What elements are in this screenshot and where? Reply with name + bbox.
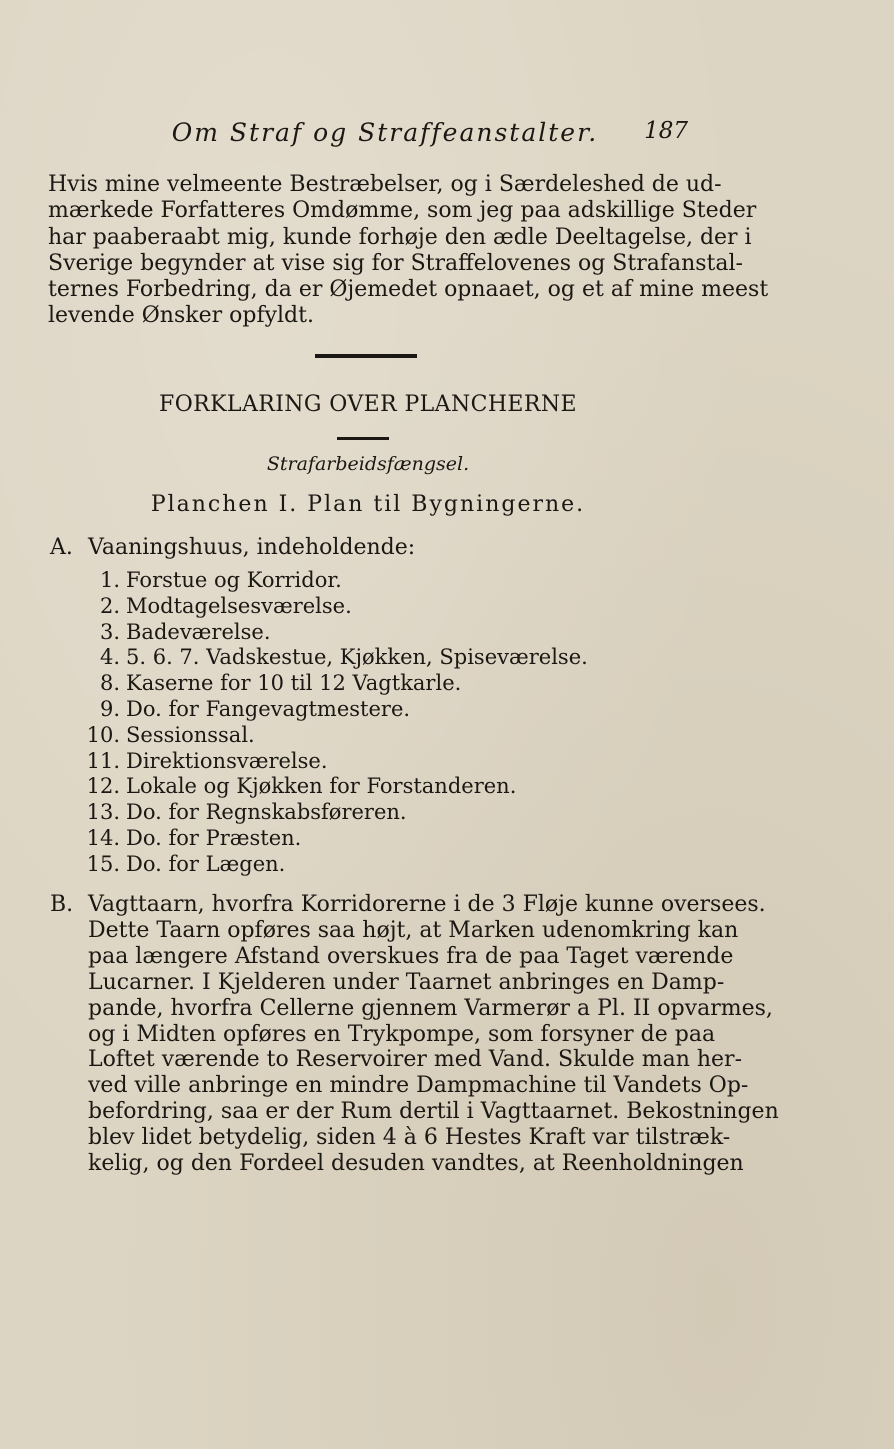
item-number: 15. bbox=[86, 851, 120, 876]
intro-line: mærkede Forfatteres Omdømme, som jeg paa adskillige Steder bbox=[48, 198, 757, 224]
section-divider bbox=[315, 354, 417, 358]
item-text: Forstue og Korridor. bbox=[126, 568, 342, 592]
list-item bbox=[80, 826, 640, 852]
item-number: 3. bbox=[99, 619, 120, 644]
section-b-line: pande, hvorfra Cellerne gjennem Varmerør a Pl. II opvarmes, bbox=[88, 995, 773, 1021]
list-item bbox=[80, 774, 640, 800]
item-number: 10. bbox=[86, 722, 120, 747]
section-a-letter: A. bbox=[50, 535, 73, 560]
list-item bbox=[80, 645, 640, 671]
section-b-line: Lucarner. I Kjelderen under Taarnet anbringes en Damp- bbox=[88, 969, 725, 995]
section-b-line: ved ville anbringe en mindre Dampmachine til Vandets Op- bbox=[88, 1073, 749, 1099]
item-text: 5. 6. 7. Vadskestue, Kjøkken, Spiseværelse. bbox=[126, 645, 588, 670]
intro-line: Sverige begynder at vise sig for Straffelovenes og Strafanstal- bbox=[48, 250, 743, 276]
list-item bbox=[80, 568, 640, 594]
section-a-title: Vaaningshuus, indeholdende: bbox=[88, 535, 416, 560]
list-item bbox=[80, 620, 640, 646]
running-title: Om Straf og Straffeanstalter. bbox=[171, 118, 599, 147]
list-item bbox=[80, 671, 640, 697]
intro-line: Hvis mine velmeente Bestræbelser, og i Særdeleshed de ud- bbox=[48, 172, 722, 197]
section-b-line: Loftet værende to Reservoirer med Vand. Skulde man her- bbox=[88, 1047, 743, 1073]
item-number: 8. bbox=[99, 671, 120, 696]
section-b-line: paa længere Afstand overskues fra de paa Taget værende bbox=[88, 943, 734, 969]
heading-divider bbox=[337, 437, 389, 440]
list-item bbox=[80, 749, 640, 775]
item-text: Do. for Præsten. bbox=[126, 825, 302, 850]
intro-line: ternes Forbedring, da er Øjemedet opnaaet, og et af mine meest bbox=[48, 277, 769, 303]
item-number: 13. bbox=[86, 800, 120, 825]
intro-line: levende Ønsker opfyldt. bbox=[48, 303, 314, 329]
item-number: 1. bbox=[99, 568, 120, 592]
item-text: Do. for Fangevagtmestere. bbox=[126, 696, 411, 721]
item-number: 14. bbox=[86, 825, 120, 850]
section-b-line: befordring, saa er der Rum dertil i Vagttaarnet. Bekostningen bbox=[88, 1099, 779, 1125]
page-number: 187 bbox=[644, 118, 688, 144]
item-text: Lokale og Kjøkken for Forstanderen. bbox=[126, 774, 517, 799]
section-b bbox=[50, 892, 779, 1177]
section-b-line: Dette Taarn opføres saa højt, at Marken udenomkring kan bbox=[88, 917, 739, 943]
intro-line: har paaberaabt mig, kunde forhøje den ædle Deeltagelse, der i bbox=[48, 224, 752, 250]
section-a-heading bbox=[50, 535, 415, 560]
list-item bbox=[80, 852, 640, 878]
subheading: Strafarbeidsfængsel. bbox=[266, 453, 470, 475]
section-b-line: Vagttaarn, hvorfra Korridorerne i de 3 Fløje kunne oversees. bbox=[88, 892, 766, 917]
list-item bbox=[80, 594, 640, 620]
section-b-line: og i Midten opføres en Trykpompe, som forsyner de paa bbox=[88, 1021, 716, 1047]
list-item bbox=[80, 800, 640, 826]
item-text: Direktionsværelse. bbox=[126, 748, 328, 773]
item-number: 12. bbox=[86, 774, 120, 799]
item-text: Do. for Regnskabsføreren. bbox=[126, 800, 407, 825]
section-b-body bbox=[88, 892, 779, 1177]
item-text: Modtagelsesværelse. bbox=[126, 593, 352, 618]
section-b-line: blev lidet betydelig, siden 4 à 6 Hestes Kraft var tilstræk- bbox=[88, 1125, 731, 1151]
list-item bbox=[80, 697, 640, 723]
plan-title: Planchen I. Plan til Bygningerne. bbox=[150, 492, 586, 517]
section-b-line: kelig, og den Fordeel desuden vandtes, at Reenholdningen bbox=[88, 1151, 744, 1177]
section-b-letter: B. bbox=[50, 892, 74, 917]
room-list bbox=[80, 568, 640, 878]
item-number: 9. bbox=[99, 696, 120, 721]
item-number: 2. bbox=[99, 593, 120, 618]
running-header bbox=[48, 118, 688, 154]
item-text: Kaserne for 10 til 12 Vagtkarle. bbox=[126, 671, 462, 696]
section-heading: FORKLARING OVER PLANCHERNE bbox=[159, 392, 577, 417]
item-text: Badeværelse. bbox=[126, 619, 271, 644]
item-number: 11. bbox=[86, 748, 120, 773]
item-number: 4. bbox=[99, 645, 120, 670]
list-item bbox=[80, 723, 640, 749]
intro-paragraph bbox=[48, 172, 769, 330]
item-text: Sessionssal. bbox=[126, 722, 255, 747]
item-text: Do. for Lægen. bbox=[126, 851, 286, 876]
